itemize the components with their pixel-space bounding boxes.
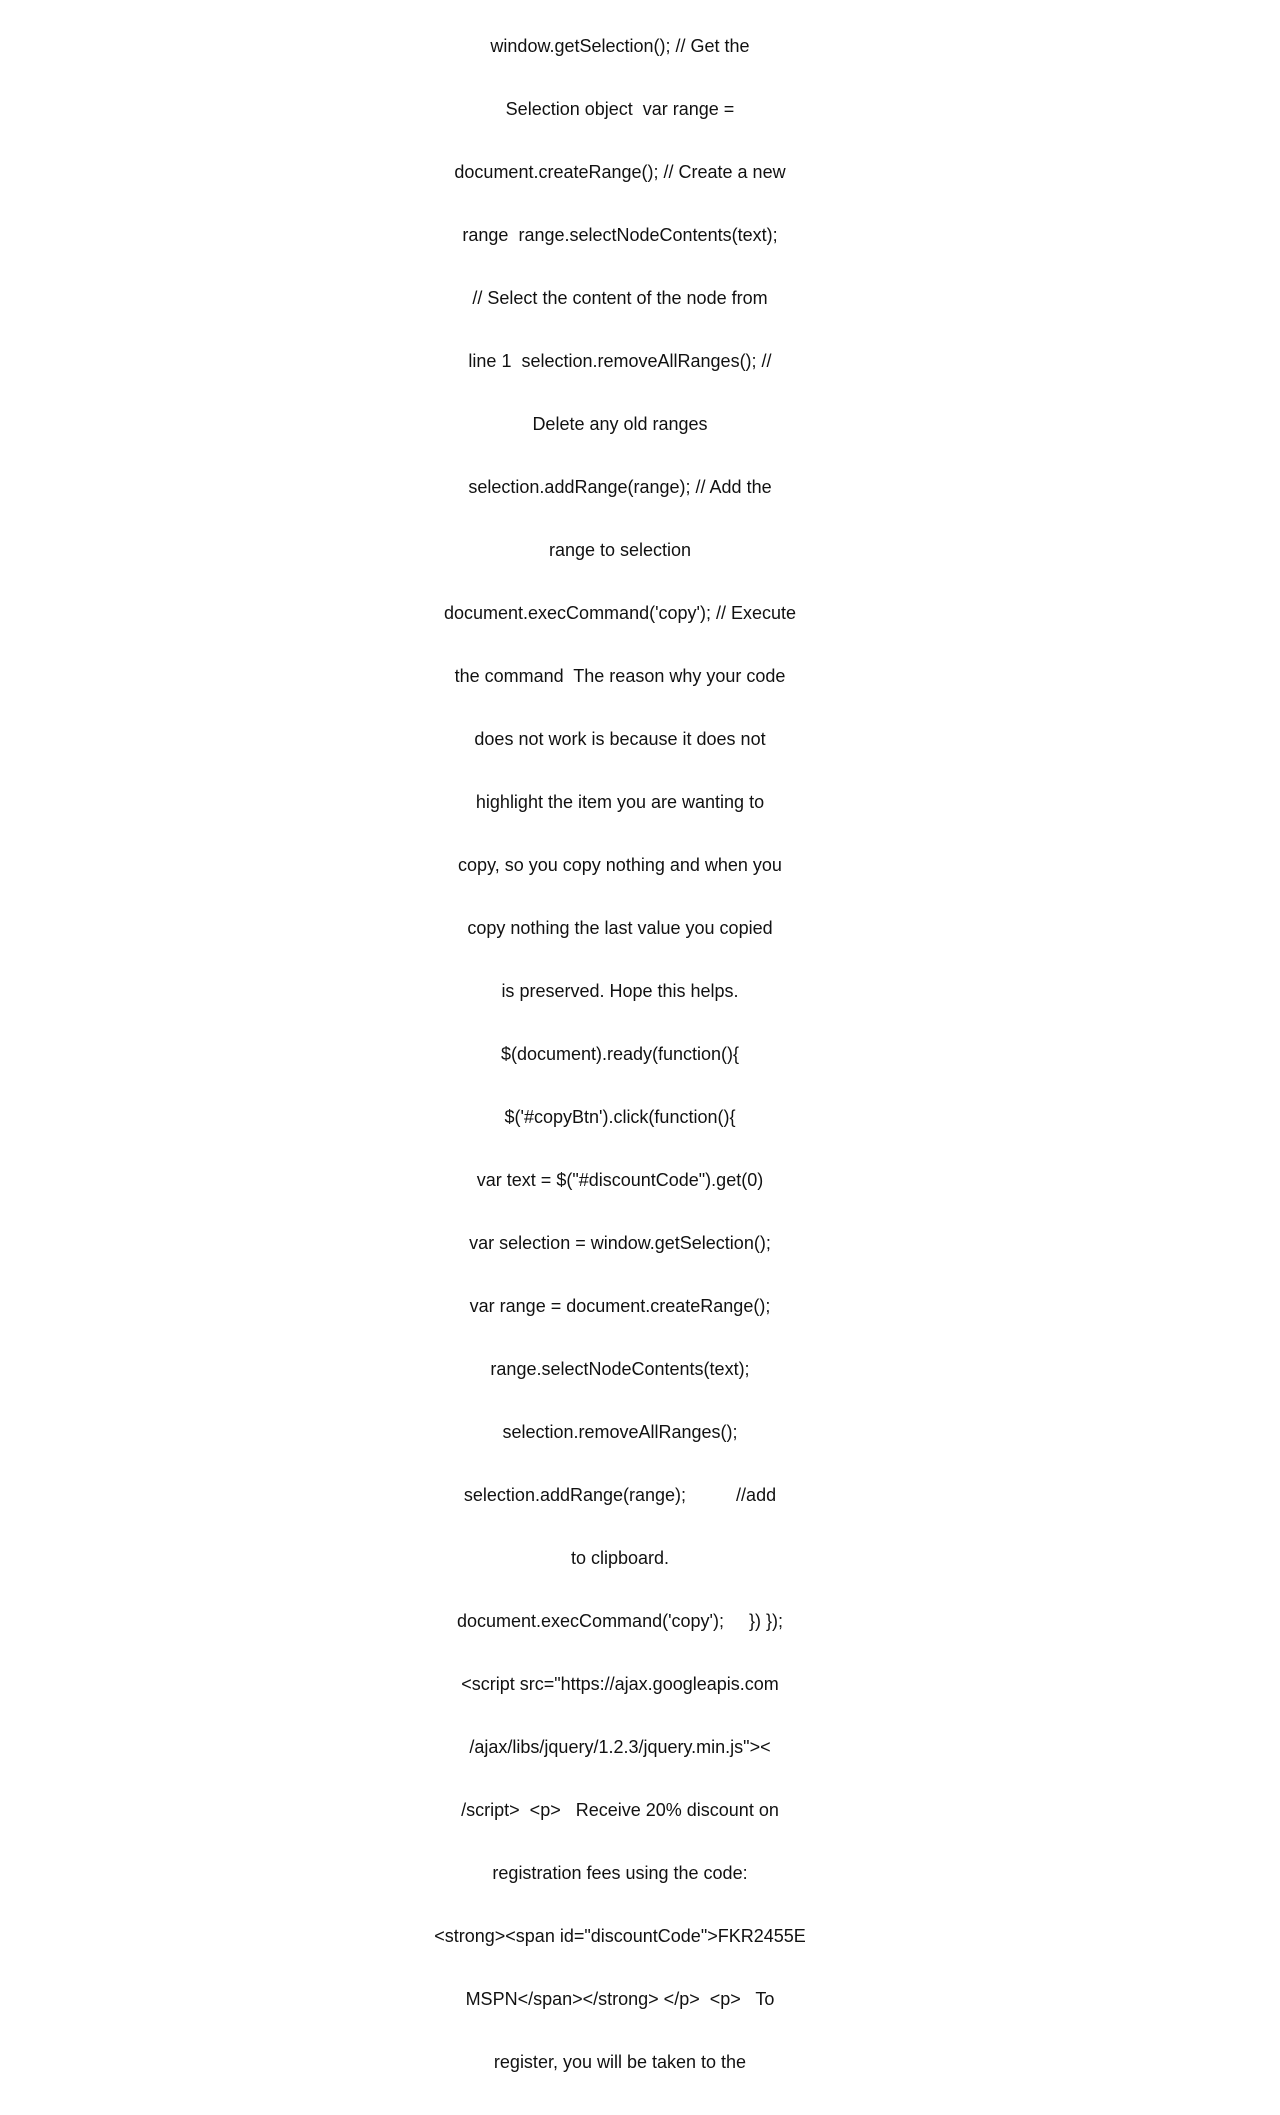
text-line: $('#copyBtn').click(function(){ bbox=[504, 1107, 736, 1127]
text-line: is preserved. Hope this helps. bbox=[501, 981, 739, 1001]
text-line: MSPN</span></strong> </p> <p> To bbox=[465, 1989, 775, 2009]
text-line: window.getSelection(); // Get the bbox=[490, 36, 750, 56]
text-line: <strong><span id="discountCode">FKR2455E bbox=[434, 1926, 806, 1946]
text-line: range to selection bbox=[548, 540, 692, 560]
text-line: selection.addRange(range); // Add the bbox=[468, 477, 772, 497]
text-line: document.execCommand('copy'); // Execute bbox=[443, 603, 797, 623]
text-line: selection.removeAllRanges(); bbox=[502, 1422, 738, 1442]
text-line: var text = $("#discountCode").get(0) bbox=[476, 1170, 764, 1190]
text-line: copy, so you copy nothing and when you bbox=[458, 855, 782, 875]
text-line: // Select the content of the node from bbox=[472, 288, 768, 308]
text-line: highlight the item you are wanting to bbox=[475, 792, 765, 812]
text-line: document.execCommand('copy'); }) }); bbox=[456, 1611, 783, 1631]
document-text bbox=[430, 0, 810, 2115]
text-line: <script src="https://ajax.googleapis.com bbox=[461, 1674, 779, 1694]
text-line: register, you will be taken to the bbox=[493, 2052, 747, 2072]
text-line: /script> <p> Receive 20% discount on bbox=[461, 1800, 779, 1820]
text-line: registration fees using the code: bbox=[492, 1863, 748, 1883]
text-line: copy nothing the last value you copied bbox=[467, 918, 773, 938]
text-line: line 1 selection.removeAllRanges(); // bbox=[468, 351, 772, 371]
text-line: selection.addRange(range); //add bbox=[463, 1485, 777, 1505]
text-line: /ajax/libs/jquery/1.2.3/jquery.min.js">< bbox=[469, 1737, 771, 1757]
text-line: range range.selectNodeContents(text); bbox=[462, 225, 778, 245]
text-line: document.createRange(); // Create a new bbox=[454, 162, 786, 182]
text-line: does not work is because it does not bbox=[474, 729, 766, 749]
text-line: range.selectNodeContents(text); bbox=[490, 1359, 750, 1379]
text-line: to clipboard. bbox=[570, 1548, 670, 1568]
text-line: var selection = window.getSelection(); bbox=[469, 1233, 771, 1253]
text-line: Delete any old ranges bbox=[532, 414, 708, 434]
text-line: var range = document.createRange(); bbox=[469, 1296, 771, 1316]
text-line: Selection object var range = bbox=[505, 99, 735, 119]
text-line: the command The reason why your code bbox=[454, 666, 786, 686]
text-line: $(document).ready(function(){ bbox=[500, 1044, 740, 1064]
